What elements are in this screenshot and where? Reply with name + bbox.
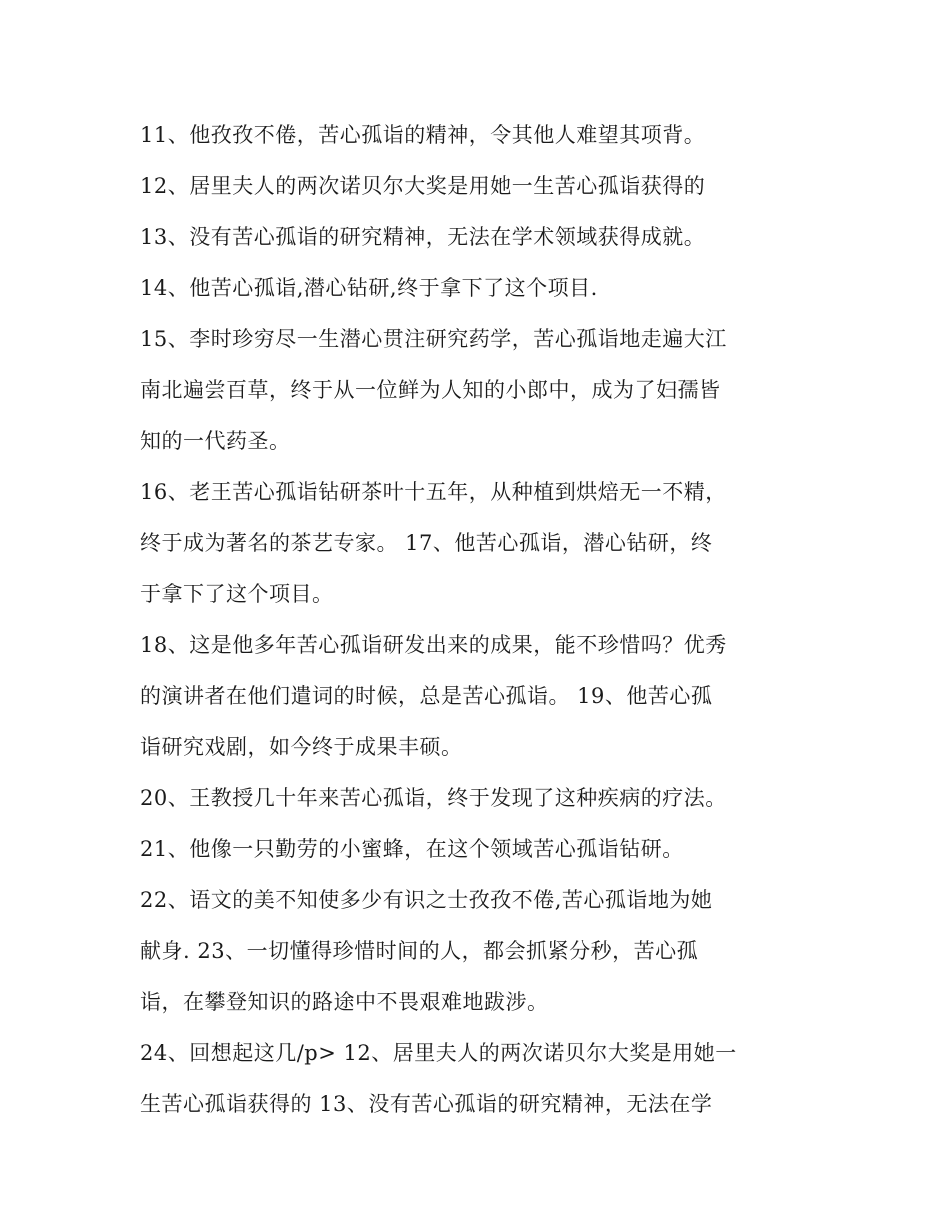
text-line: 24、回想起这几/p> 12、居里夫人的两次诺贝尔大奖是用她一 — [140, 1041, 737, 1065]
text-line: 18、这是他多年苦心孤诣研发出来的成果，能不珍惜吗？优秀 — [140, 633, 727, 657]
text-line: 20、王教授几十年来苦心孤诣，终于发现了这种疾病的疗法。 — [140, 786, 727, 810]
text-line: 15、李时珍穷尽一生潜心贯注研究药学，苦心孤诣地走遍大江 — [140, 327, 727, 351]
text-line: 南北遍尝百草，终于从一位鲜为人知的小郎中，成为了妇孺皆 — [140, 378, 721, 402]
text-line: 于拿下了这个项目。 — [140, 582, 334, 606]
text-line: 22、语文的美不知使多少有识之士孜孜不倦,苦心孤诣地为她 — [140, 888, 713, 912]
text-line: 终于成为著名的茶艺专家。 17、他苦心孤诣，潜心钻研，终 — [140, 531, 713, 555]
text-line: 诣研究戏剧，如今终于成果丰硕。 — [140, 735, 463, 759]
text-line: 知的一代药圣。 — [140, 429, 291, 453]
text-line: 14、他苦心孤诣,潜心钻研,终于拿下了这个项目. — [140, 276, 598, 300]
text-line: 11、他孜孜不倦，苦心孤诣的精神，令其他人难望其项背。 — [140, 123, 706, 147]
text-line: 的演讲者在他们遣词的时候，总是苦心孤诣。 19、他苦心孤 — [140, 684, 713, 708]
text-line: 诣，在攀登知识的路途中不畏艰难地跋涉。 — [140, 990, 549, 1014]
text-line: 生苦心孤诣获得的 13、没有苦心孤诣的研究精神，无法在学 — [140, 1092, 713, 1116]
text-body — [140, 110, 820, 1130]
text-line: 12、居里夫人的两次诺贝尔大奖是用她一生苦心孤诣获得的 — [140, 174, 706, 198]
text-line: 21、他像一只勤劳的小蜜蜂，在这个领域苦心孤诣钻研。 — [140, 837, 684, 861]
text-line: 16、老王苦心孤诣钻研茶叶十五年，从种植到烘焙无一不精， — [140, 480, 727, 504]
text-line: 13、没有苦心孤诣的研究精神，无法在学术领域获得成就。 — [140, 225, 706, 249]
text-line: 献身. 23、一切懂得珍惜时间的人，都会抓紧分秒，苦心孤 — [140, 939, 699, 963]
